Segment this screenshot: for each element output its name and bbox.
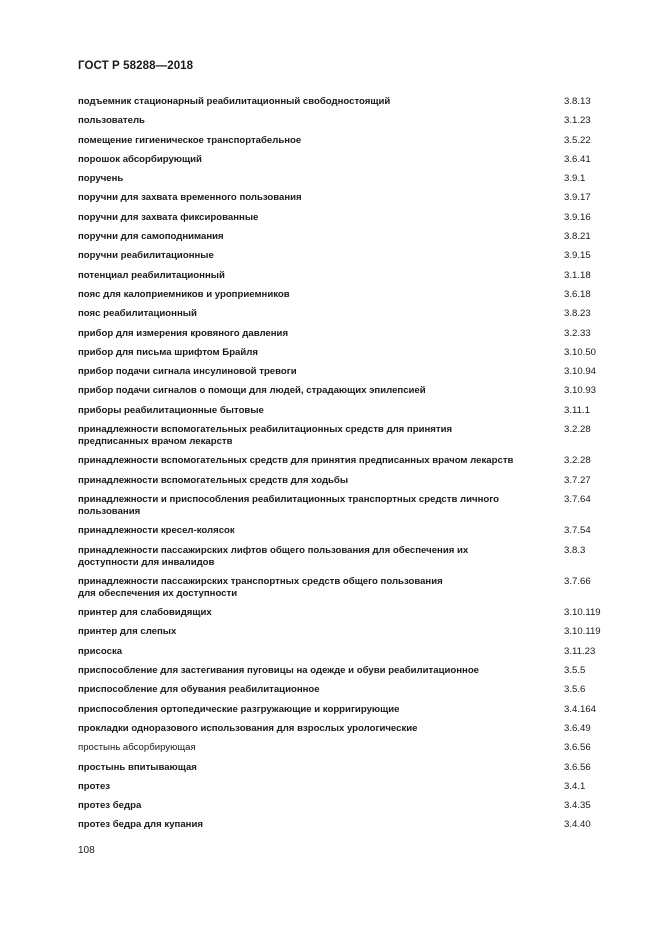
index-entry [78,684,618,696]
index-entry [78,665,618,677]
index-term-continuation: предписанных врачом лекарств [78,436,233,448]
index-entry [78,494,618,518]
index-term: принадлежности пассажирских транспортных средств общего пользования [78,575,443,587]
index-entry [78,800,618,812]
index-entry [78,607,618,619]
index-entry [78,289,618,301]
index-term: принадлежности вспомогательных средств для ходьбы [78,474,349,486]
index-ref: 3.9.1 [564,173,586,185]
index-term: приборы реабилитационные бытовые [78,404,264,416]
index-ref: 3.7.66 [564,575,591,587]
index-ref: 3.9.16 [564,211,591,223]
index-entry [78,192,618,204]
index-term: прибор для письма шрифтом Брайля [78,346,258,358]
index-entry [78,328,618,340]
index-ref: 3.4.35 [564,800,591,812]
index-ref: 3.5.5 [564,665,586,677]
index-term: простынь абсорбирующая [78,742,196,754]
index-entry [78,231,618,243]
index-entry [78,762,618,774]
index-entry [78,115,618,127]
index-term: приспособления ортопедические разгружающие и корригирующие [78,703,400,715]
index-entry [78,173,618,185]
index-ref: 3.2.28 [564,424,591,436]
index-term: порошок абсорбирующий [78,153,202,165]
index-ref: 3.8.13 [564,96,591,107]
index-term: принадлежности вспомогательных средств для принятия предписанных врачом лекарств [78,455,514,467]
index-entry [78,366,618,378]
index-term: прибор для измерения кровяного давления [78,327,289,339]
index-term: принтер для слабовидящих [78,607,212,619]
index-ref: 3.11.23 [564,645,596,657]
index-ref: 3.7.64 [564,493,591,505]
index-ref: 3.10.94 [564,366,597,378]
index-term: приспособление для застегивания пуговицы на одежде и обуви реабилитационное [78,665,480,677]
index-entry [78,135,618,147]
index-entry [78,525,618,537]
index-ref: 3.10.119 [564,626,601,638]
index-entry [78,455,618,467]
index-ref: 3.9.17 [564,192,591,204]
index-ref: 3.6.18 [564,288,591,300]
index-ref: 3.6.49 [564,722,591,734]
index-term: прибор подачи сигналов о помощи для людей, страдающих эпилепсией [78,385,426,397]
index-term: принтер для слепых [78,626,177,638]
term-index [78,96,618,831]
index-term: принадлежности вспомогательных реабилитационных средств для принятия [78,424,453,436]
index-term: поручни реабилитационные [78,250,214,262]
index-ref: 3.6.56 [564,742,591,754]
index-term: простынь впитывающая [78,761,197,773]
index-entry [78,154,618,166]
index-term-continuation: для обеспечения их доступности [78,587,238,599]
index-entry [78,646,618,658]
index-term: подъемник стационарный реабилитационный свободностоящий [78,96,391,107]
index-ref: 3.6.56 [564,761,591,773]
index-term: поручень [78,173,124,185]
index-ref: 3.10.119 [564,607,601,619]
index-ref: 3.6.41 [564,153,591,165]
index-term: потенциал реабилитационный [78,269,225,281]
index-term: прокладки одноразового использования для взрослых урологические [78,722,418,734]
page-number: 108 [78,845,95,856]
index-term: помещение гигиеническое транспортабельное [78,134,302,146]
index-entry [78,576,618,600]
index-ref: 3.4.164 [564,703,597,715]
index-term: приспособление для обувания реабилитационное [78,684,320,696]
index-entry [78,250,618,262]
index-ref: 3.9.15 [564,250,591,262]
index-ref: 3.7.54 [564,525,591,537]
index-entry [78,626,618,638]
index-ref: 3.8.23 [564,308,591,320]
index-entry [78,545,618,569]
index-entry [78,742,618,754]
index-term: пояс реабилитационный [78,308,197,320]
index-ref: 3.1.18 [564,269,591,281]
index-entry [78,308,618,320]
index-ref: 3.8.21 [564,231,591,243]
index-term: поручни для самоподнимания [78,231,224,243]
index-term: пользователь [78,115,145,127]
index-entry [78,96,618,108]
index-ref: 3.7.27 [564,474,591,486]
index-term-continuation: пользования [78,505,141,517]
index-entry [78,347,618,359]
index-entry [78,405,618,417]
index-entry [78,212,618,224]
index-term: присоска [78,645,123,657]
index-entry [78,723,618,735]
index-ref: 3.10.93 [564,385,597,397]
index-ref: 3.4.1 [564,780,586,792]
index-entry [78,819,618,831]
index-ref: 3.5.22 [564,134,591,146]
index-term: протез [78,780,111,792]
index-entry [78,781,618,793]
index-entry [78,475,618,487]
index-term-continuation: доступности для инвалидов [78,556,215,568]
index-term: принадлежности пассажирских лифтов общего пользования для обеспечения их [78,544,469,556]
index-ref: 3.1.23 [564,115,591,127]
index-term: протез бедра [78,800,142,812]
index-term: пояс для калоприемников и уроприемников [78,288,290,300]
index-ref: 3.2.33 [564,327,591,339]
index-term: поручни для захвата временного пользования [78,192,302,204]
index-term: поручни для захвата фиксированные [78,211,259,223]
index-ref: 3.11.1 [564,404,590,416]
index-term: принадлежности кресел-колясок [78,525,235,537]
document-header: ГОСТ Р 58288—2018 [78,60,194,72]
index-term: принадлежности и приспособления реабилитационных транспортных средств личного [78,493,499,505]
index-ref: 3.5.6 [564,684,586,696]
index-term: прибор подачи сигнала инсулиновой тревоги [78,366,297,378]
index-ref: 3.4.40 [564,819,591,831]
index-term: протез бедра для купания [78,819,203,831]
index-entry [78,385,618,397]
index-entry [78,704,618,716]
index-entry [78,424,618,448]
index-ref: 3.8.3 [564,544,586,556]
index-entry [78,270,618,282]
index-ref: 3.10.50 [564,346,597,358]
index-ref: 3.2.28 [564,455,591,467]
